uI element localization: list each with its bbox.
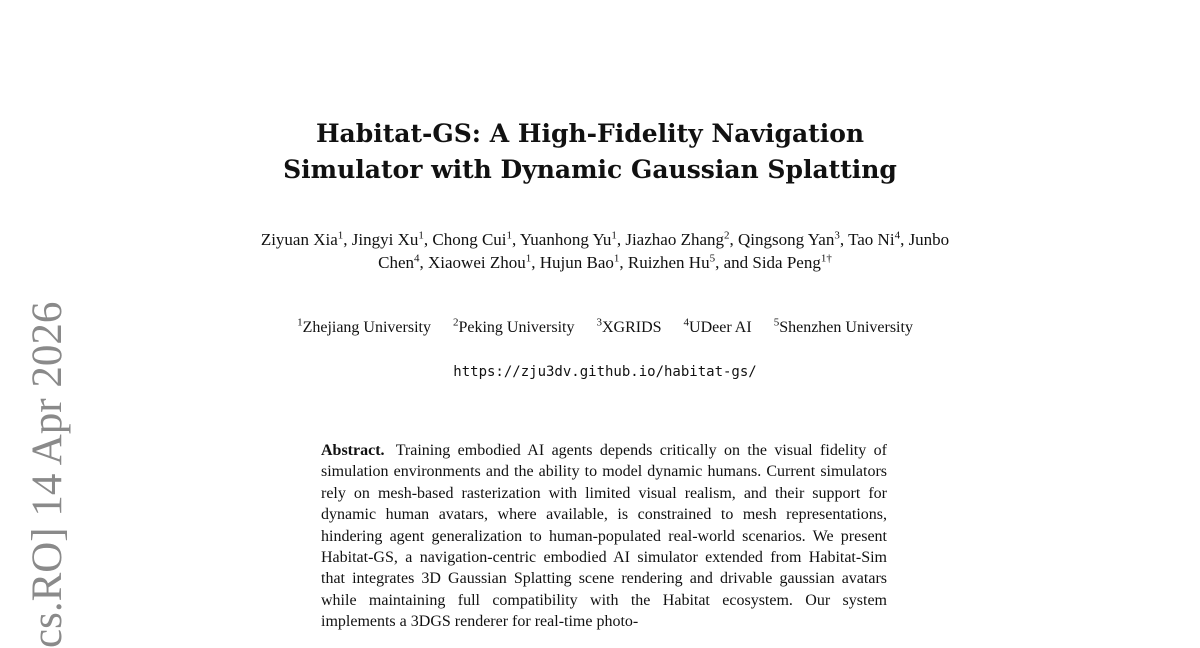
affiliation [773,316,913,336]
author-affiliation-mark: 1 [613,252,620,265]
author-separator: , [839,230,849,249]
author-separator: , [419,253,429,272]
author-separator: , [616,230,626,249]
affiliation-name: Shenzhen University [779,319,913,336]
author-separator: , [423,230,433,249]
author-name: Hujun Bao [539,253,614,272]
title-line-2: Simulator with Dynamic Gaussian Splatting [283,155,897,184]
author-separator: , [900,230,909,249]
author-affiliation-mark: 4 [894,229,901,242]
author [352,230,424,249]
abstract-label: Abstract. [321,442,385,459]
affiliation [596,316,662,336]
affiliation-number: 4 [683,316,690,329]
author [738,230,840,249]
affiliation-name: XGRIDS [601,319,662,336]
arxiv-identifier-stamp: cs.RO] 14 Apr 2026 [24,301,71,648]
author-name: Chong Cui [432,230,507,249]
author-name: Junbo Chen [378,230,950,272]
author-separator: , [531,253,540,272]
affiliation [297,316,431,336]
author-affiliation-mark: 2 [724,229,730,242]
author-name: Jingyi Xu [351,230,419,249]
author-name: Jiazhao Zhang [625,230,724,249]
author-name: Ziyuan Xia [260,230,338,249]
author-affiliation-mark: 1 [337,229,344,242]
author-separator: , [512,230,520,249]
author [261,230,343,249]
author-separator: , and [715,253,753,272]
affiliation-number: 5 [773,316,780,329]
author-separator: , [343,230,352,249]
author-name: Sida Peng [752,253,821,272]
author-affiliation-mark: 1 [418,229,424,242]
affiliation-number: 1 [297,316,303,329]
affiliation-list [250,317,960,338]
affiliation [683,316,752,336]
author-name: Xiaowei Zhou [428,253,526,272]
affiliation-name: Peking University [458,319,575,336]
author-name: Qingsong Yan [738,230,835,249]
affiliation-name: UDeer AI [689,319,752,336]
abstract-text: Training embodied AI agents depends critically on the visual fidelity of simulation environments and the ability to model dynamic humans. Current simulators rely on mesh-based rasterization with limited visual realism, and their support for dynamic human avatars, where available, is constrained to mesh representations, hindering agent generalization to human-populated real-world scenarios. We present Habitat-GS, a navigation-centric embodied AI simulator extended from Habitat-Sim that integrates 3D Gaussian Splatting scene rendering and drivable gaussian avatars while maintaining full compatibility with the Habitat ecosystem. Our system implements a 3DGS renderer for real-time photo- [321,442,887,631]
author [628,253,715,272]
author [428,253,531,272]
project-url[interactable]: https://zju3dv.github.io/habitat-gs/ [453,364,757,380]
author-affiliation-mark: 4 [414,252,420,265]
author-affiliation-mark: 1 [506,229,513,242]
abstract [321,440,887,633]
author [848,230,900,249]
title-line-1: Habitat-GS: A High-Fidelity Navigation [315,119,865,148]
author-name: Tao Ni [848,230,895,249]
author [520,230,617,249]
author [752,253,831,272]
affiliation [452,316,575,336]
author [625,230,729,249]
author-affiliation-mark: 3 [834,229,840,242]
author-affiliation-mark: 1† [820,252,832,265]
affiliation-number: 3 [596,316,602,329]
author [432,230,512,249]
author-name: Yuanhong Yu [519,230,612,249]
paper-title [250,116,930,188]
author-affiliation-mark: 1 [525,252,532,265]
author-name: Ruizhen Hu [627,253,710,272]
author-affiliation-mark: 1 [611,229,617,242]
affiliation-number: 2 [452,316,459,329]
author-separator: , [729,230,738,249]
author [540,253,620,272]
affiliation-name: Zhejiang University [302,319,431,336]
author-list [260,228,950,274]
author-affiliation-mark: 5 [709,252,716,265]
author-separator: , [619,253,628,272]
